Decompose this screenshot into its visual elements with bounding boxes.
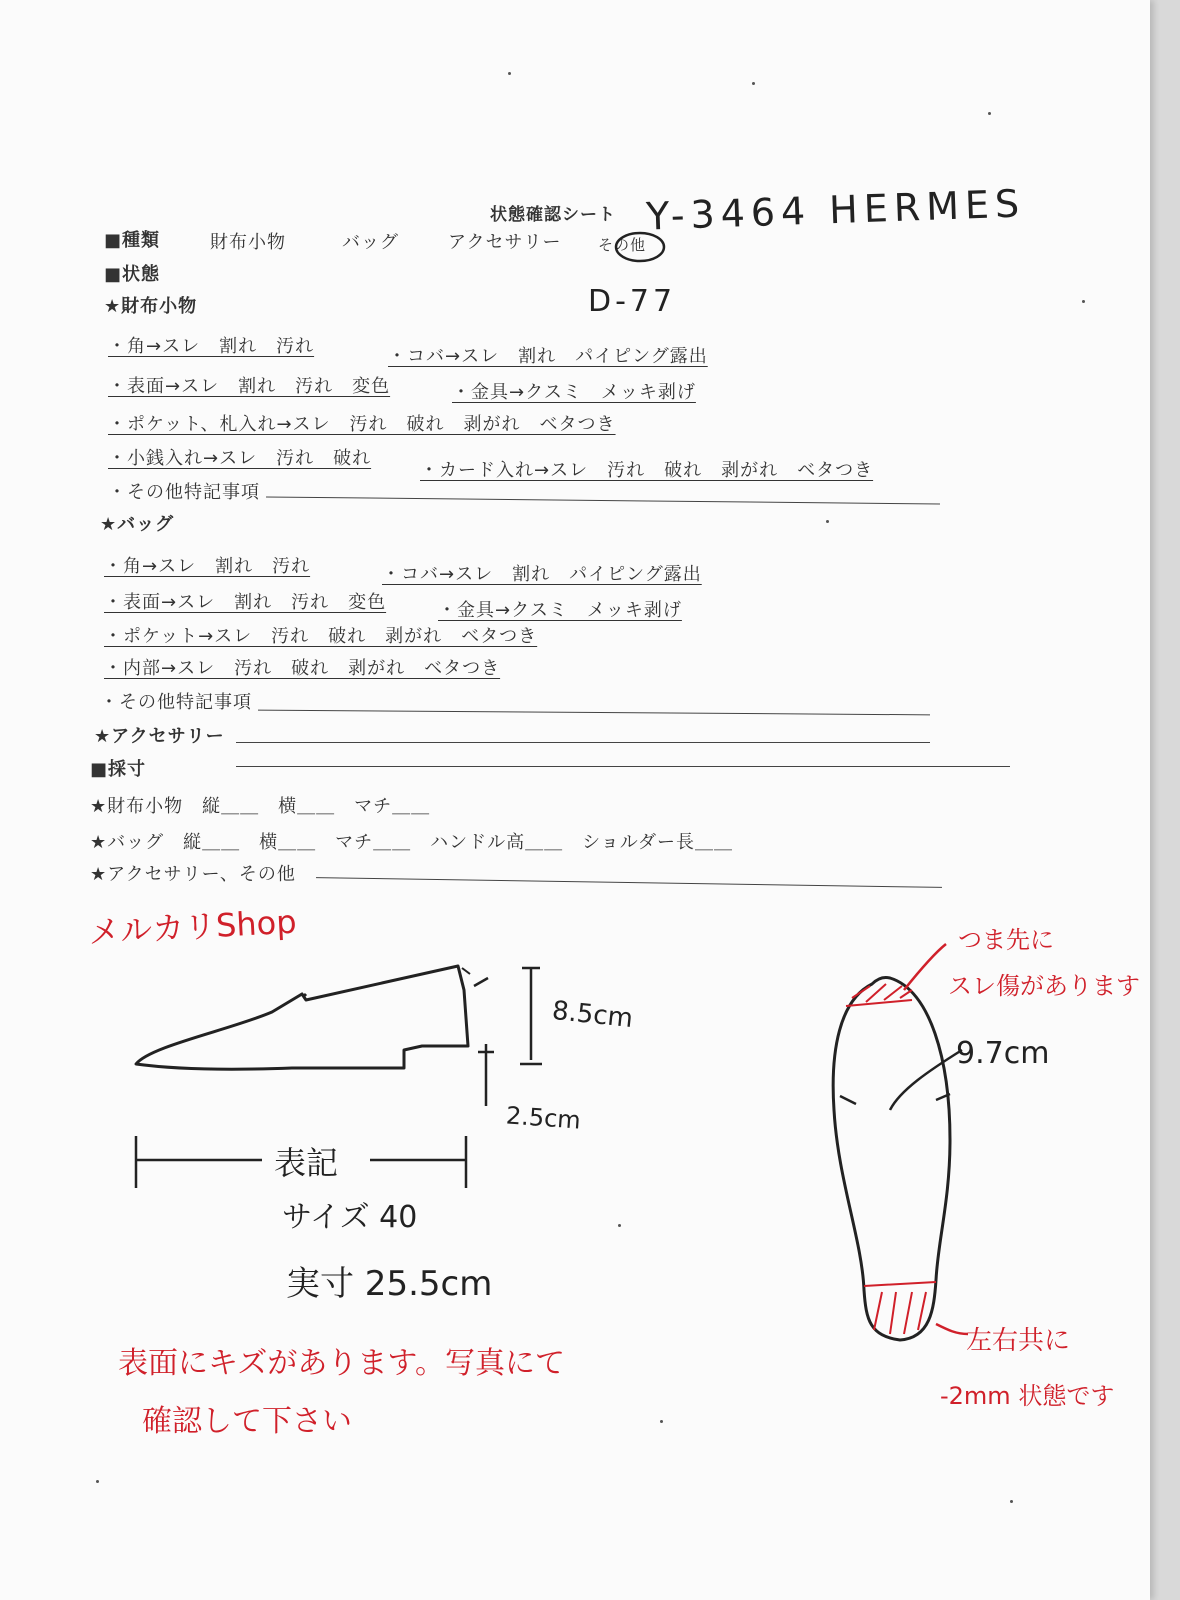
- bag-line-interior: ・内部→スレ 汚れ 破れ 剥がれ ベタつき: [104, 658, 501, 679]
- bag-heading: ★バッグ: [100, 514, 175, 535]
- height-measure: 8.5cm: [550, 995, 635, 1035]
- wallet-heading: ★財布小物: [104, 296, 198, 317]
- shoe-side-view: [136, 966, 470, 1069]
- shop-name: メルカリShop: [87, 902, 298, 952]
- bag-line-edge: ・コバ→スレ 割れ パイピング露出: [382, 564, 702, 585]
- wallet-line-card: ・カード入れ→スレ 汚れ 破れ 剥がれ ベタつき: [420, 460, 874, 481]
- sole-outline: [833, 977, 962, 1340]
- wallet-line-other: ・その他特記事項: [108, 482, 260, 503]
- selected-type-circle: [616, 233, 664, 261]
- wallet-line-hardware: ・金具→クスミ メッキ剥げ: [452, 382, 696, 403]
- accessory-heading: ★アクセサリー: [94, 726, 225, 747]
- wallet-line-corner: ・角→スレ 割れ 汚れ: [108, 336, 315, 357]
- remark-line-2: 確認して下さい: [142, 1404, 352, 1439]
- bag-line-surface: ・表面→スレ 割れ 汚れ 変色: [104, 592, 387, 613]
- paper-speck: [826, 520, 829, 523]
- actual-size: 実寸 25.5cm: [286, 1264, 493, 1304]
- size-value: サイズ 40: [282, 1200, 418, 1235]
- bag-line-pocket: ・ポケット→スレ 汚れ 破れ 剥がれ ベタつき: [104, 626, 538, 647]
- wallet-line-edge: ・コバ→スレ 割れ パイピング露出: [388, 346, 708, 367]
- paper-speck: [618, 1224, 621, 1227]
- form-title: 状態確認シート: [490, 205, 616, 225]
- paper-speck: [660, 1420, 663, 1423]
- type-heading: ■種類: [104, 230, 161, 251]
- wallet-line-surface: ・表面→スレ 割れ 汚れ 変色: [108, 376, 391, 397]
- paper-speck: [1082, 300, 1085, 303]
- paper-speck: [1010, 1500, 1013, 1503]
- toe-note-line-2: スレ傷があります: [948, 972, 1140, 1000]
- sub-code: D-77: [588, 284, 677, 319]
- item-code: Y-3464 HERMES: [645, 181, 1026, 239]
- height-arrow: [474, 968, 542, 1106]
- wallet-line-coin: ・小銭入れ→スレ 汚れ 破れ: [108, 448, 372, 469]
- heel-note-line-2: -2mm 状態です: [940, 1382, 1115, 1410]
- heel-measure: 2.5cm: [505, 1101, 582, 1135]
- wallet-line-pocket: ・ポケット、札入れ→スレ 汚れ 破れ 剥がれ ベタつき: [108, 414, 616, 435]
- type-option-other: その他: [598, 236, 647, 254]
- type-option-bag: バッグ: [342, 232, 399, 253]
- paper-speck: [96, 1480, 99, 1483]
- paper-speck: [752, 82, 755, 85]
- width-measure: 9.7cm: [956, 1036, 1050, 1071]
- bag-line-corner: ・角→スレ 割れ 汚れ: [104, 556, 311, 577]
- type-option-wallet: 財布小物: [210, 232, 286, 253]
- toe-note-line-1: つま先に: [958, 926, 1054, 954]
- condition-heading: ■状態: [104, 264, 161, 285]
- measure-wallet: ★財布小物 縦＿＿ 横＿＿ マチ＿＿: [90, 796, 431, 817]
- length-arrow: [136, 1136, 466, 1188]
- measure-bag: ★バッグ 縦＿＿ 横＿＿ マチ＿＿ ハンドル高＿＿ ショルダー長＿＿: [90, 832, 734, 853]
- bag-line-other: ・その他特記事項: [100, 692, 252, 713]
- measure-heading: ■採寸: [90, 759, 147, 780]
- paper-speck: [988, 112, 991, 115]
- type-option-accessory: アクセサリー: [448, 232, 562, 253]
- heel-note-line-1: 左右共に: [966, 1326, 1071, 1356]
- remark-line-1: 表面にキズがあります。写真にて: [118, 1346, 565, 1381]
- measure-other: ★アクセサリー、その他: [90, 864, 296, 885]
- bag-line-hardware: ・金具→クスミ メッキ剥げ: [438, 600, 682, 621]
- size-label: 表記: [274, 1144, 339, 1182]
- paper-speck: [508, 72, 511, 75]
